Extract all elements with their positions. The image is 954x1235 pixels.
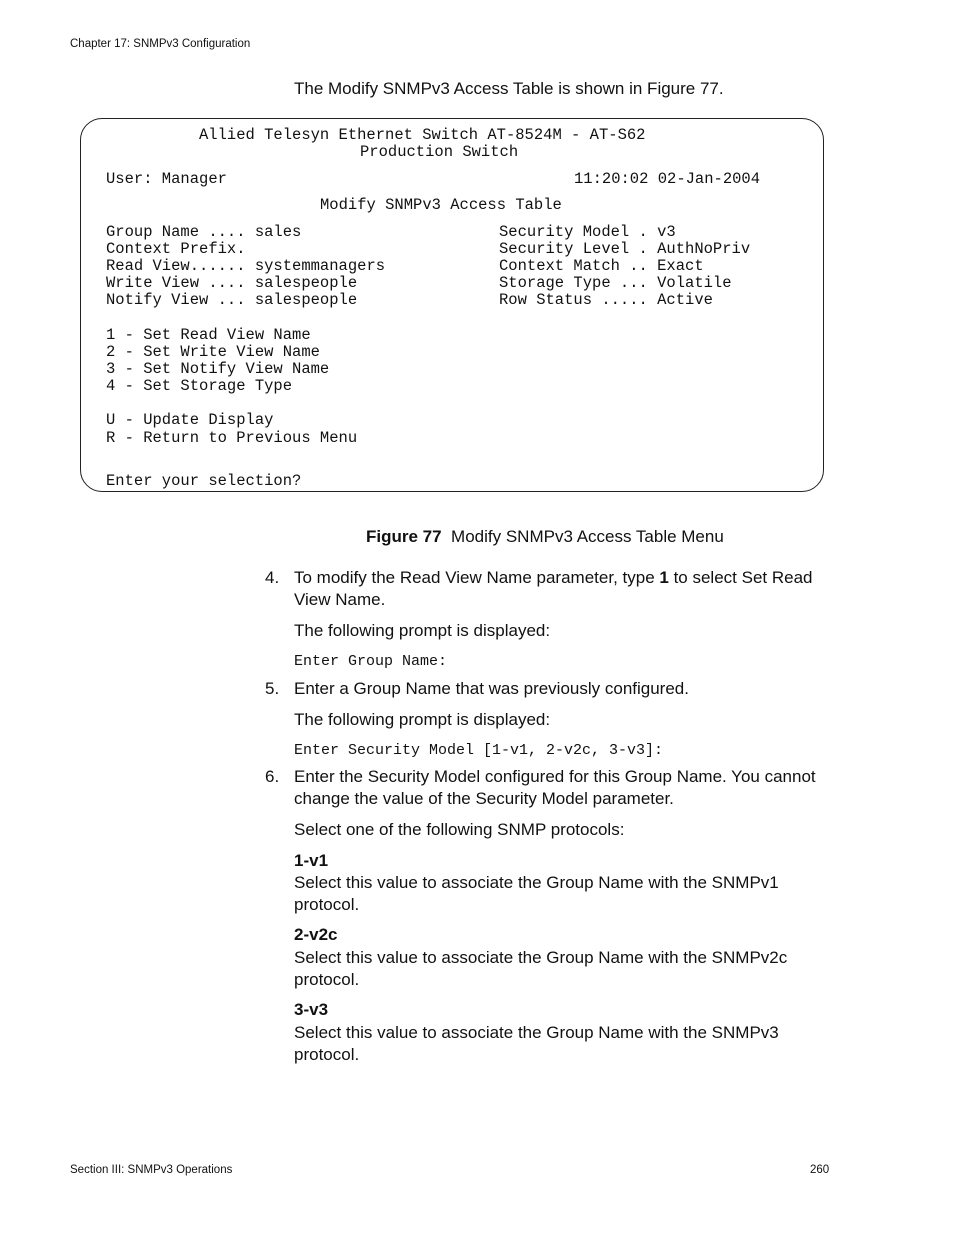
step-text: Enter a Group Name that was previously configured. [294, 679, 689, 698]
option-title-v1: 1-v1 [294, 851, 329, 870]
figure-label: Figure 77 [366, 527, 442, 546]
step-number: 5. [265, 679, 280, 698]
page-number: 260 [810, 1164, 830, 1176]
step-text-pre: To modify the Read View Name parameter, type [294, 568, 660, 587]
menu-item-set-notify-view[interactable]: 3 - Set Notify View Name [106, 360, 330, 378]
menu-item-set-read-view[interactable]: 1 - Set Read View Name [106, 326, 311, 344]
step-number: 4. [265, 568, 280, 587]
footer-section: Section III: SNMPv3 Operations [70, 1164, 233, 1176]
step-number: 6. [265, 767, 280, 786]
code-enter-group-name: Enter Group Name: [294, 653, 448, 670]
screen-menu-title: Modify SNMPv3 Access Table [320, 196, 562, 214]
step-bold-key: 1 [659, 568, 669, 587]
select-protocols-text: Select one of the following SNMP protocols: [294, 820, 625, 839]
intro-text: The Modify SNMPv3 Access Table is shown in Figure 77. [294, 79, 724, 98]
code-enter-security-model: Enter Security Model [1-v1, 2-v2c, 3-v3]: [294, 742, 664, 759]
field-row-status: Row Status ..... Active [499, 291, 713, 309]
option-desc-v2c: Select this value to associate the Group Name with the SNMPv2c protocol. [294, 948, 788, 989]
menu-item-set-storage-type[interactable]: 4 - Set Storage Type [106, 377, 293, 395]
field-read-view: Read View...... systemmanagers [106, 257, 386, 275]
option-title-v3: 3-v3 [294, 1000, 329, 1019]
field-security-level: Security Level . AuthNoPriv [499, 240, 751, 258]
field-context-prefix: Context Prefix. [106, 240, 246, 258]
step-text-post: to select Set Read View Name. [294, 568, 813, 609]
field-context-match: Context Match .. Exact [499, 257, 704, 275]
step-text: Enter the Security Model configured for this Group Name. You cannot change the value of the Security Model parameter. [294, 767, 816, 808]
field-security-model: Security Model . v3 [499, 223, 676, 241]
chapter-header: Chapter 17: SNMPv3 Configuration [70, 38, 251, 50]
menu-item-return[interactable]: R - Return to Previous Menu [106, 429, 358, 447]
option-desc-v3: Select this value to associate the Group Name with the SNMPv3 protocol. [294, 1023, 779, 1064]
selection-prompt[interactable]: Enter your selection? [106, 472, 302, 490]
figure-caption [366, 527, 724, 547]
field-group-name: Group Name .... sales [106, 223, 302, 241]
screen-datetime: 11:20:02 02-Jan-2004 [574, 170, 761, 188]
menu-item-update-display[interactable]: U - Update Display [106, 411, 274, 429]
option-title-v2c: 2-v2c [294, 925, 338, 944]
field-write-view: Write View .... salespeople [106, 274, 358, 292]
following-prompt-text-2: The following prompt is displayed: [294, 710, 551, 729]
screen-title-line1: Allied Telesyn Ethernet Switch AT-8524M - AT-S62 [199, 126, 646, 144]
menu-item-set-write-view[interactable]: 2 - Set Write View Name [106, 343, 320, 361]
following-prompt-text: The following prompt is displayed: [294, 621, 551, 640]
terminal-screen [80, 118, 824, 492]
step-text [294, 567, 834, 611]
field-storage-type: Storage Type ... Volatile [499, 274, 732, 292]
screen-user: User: Manager [106, 170, 227, 188]
figure-caption-text: Modify SNMPv3 Access Table Menu [451, 527, 724, 546]
option-desc-v1: Select this value to associate the Group Name with the SNMPv1 protocol. [294, 873, 779, 914]
field-notify-view: Notify View ... salespeople [106, 291, 358, 309]
screen-title-line2: Production Switch [360, 143, 519, 161]
